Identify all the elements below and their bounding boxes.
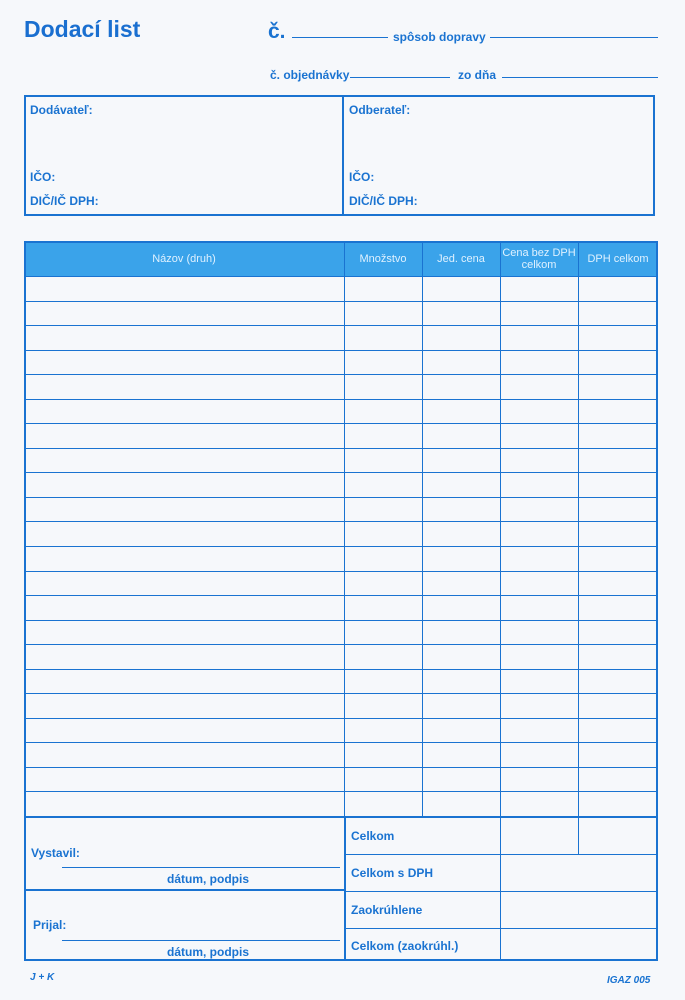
totals-divider-left [344,816,346,961]
parties-box [24,95,655,216]
total-rounded-label: Celkom (zaokrúhl.) [351,939,459,953]
table-row[interactable] [24,325,658,326]
parties-divider [342,95,344,216]
received-by-label: Prijal: [33,918,67,932]
transport-label: spôsob dopravy [393,30,486,44]
table-row[interactable] [24,423,658,424]
column-header-name: Názov (druh) [152,252,216,265]
form-code: IGAZ 005 [607,975,651,986]
table-row[interactable] [24,693,658,694]
totals-divider-right [578,816,579,854]
signature-divider [24,889,344,891]
table-column-divider [500,241,501,816]
totals-divider-mid [500,816,501,961]
table-row[interactable] [24,767,658,768]
number-label: č. [268,20,286,43]
issued-by-label: Vystavil: [31,846,80,860]
table-row[interactable] [24,399,658,400]
total-label: Celkom [351,829,395,843]
column-header-unit-price: Jed. cena [437,252,485,265]
totals-line-3 [344,928,658,929]
supplier-ico-label: IČO: [30,170,56,184]
customer-ico-label: IČO: [349,170,375,184]
table-row[interactable] [24,276,658,277]
table-row[interactable] [24,742,658,743]
table-column-divider [344,241,345,816]
table-row[interactable] [24,620,658,621]
number-field[interactable] [292,37,388,38]
order-field[interactable] [350,77,450,78]
column-header-price-without-vat: Cena bez DPH celkom [502,246,576,271]
footer-left: J + K [30,972,55,983]
table-column-divider [422,241,423,816]
date-field[interactable] [502,77,658,78]
totals-line-1 [344,854,658,855]
table-row[interactable] [24,546,658,547]
supplier-label: Dodávateľ: [30,103,93,117]
date-label: zo dňa [458,68,496,82]
table-column-divider [578,241,579,816]
table-row[interactable] [24,595,658,596]
customer-label: Odberateľ: [349,103,411,117]
order-label: č. objednávky [270,68,350,82]
transport-field[interactable] [490,37,658,38]
table-row[interactable] [24,521,658,522]
table-row[interactable] [24,472,658,473]
supplier-dic-label: DIČ/IČ DPH: [30,194,99,208]
table-row[interactable] [24,301,658,302]
received-date-sign-label: dátum, podpis [167,945,249,959]
table-row[interactable] [24,497,658,498]
rounded-label: Zaokrúhlene [351,903,423,917]
table-row[interactable] [24,374,658,375]
table-row[interactable] [24,718,658,719]
table-row[interactable] [24,571,658,572]
totals-top-border [24,816,658,818]
issued-by-signature-line[interactable] [62,867,340,868]
totals-line-2 [344,891,658,892]
document-title: Dodací list [24,16,141,42]
table-row[interactable] [24,448,658,449]
column-header-vat-total: DPH celkom [587,252,649,265]
issued-date-sign-label: dátum, podpis [167,872,249,886]
customer-dic-label: DIČ/IČ DPH: [349,194,418,208]
table-row[interactable] [24,669,658,670]
column-header-quantity: Množstvo [359,252,407,265]
table-row[interactable] [24,791,658,792]
table-row[interactable] [24,644,658,645]
received-by-signature-line[interactable] [62,940,340,941]
total-vat-label: Celkom s DPH [351,866,434,880]
table-row[interactable] [24,350,658,351]
